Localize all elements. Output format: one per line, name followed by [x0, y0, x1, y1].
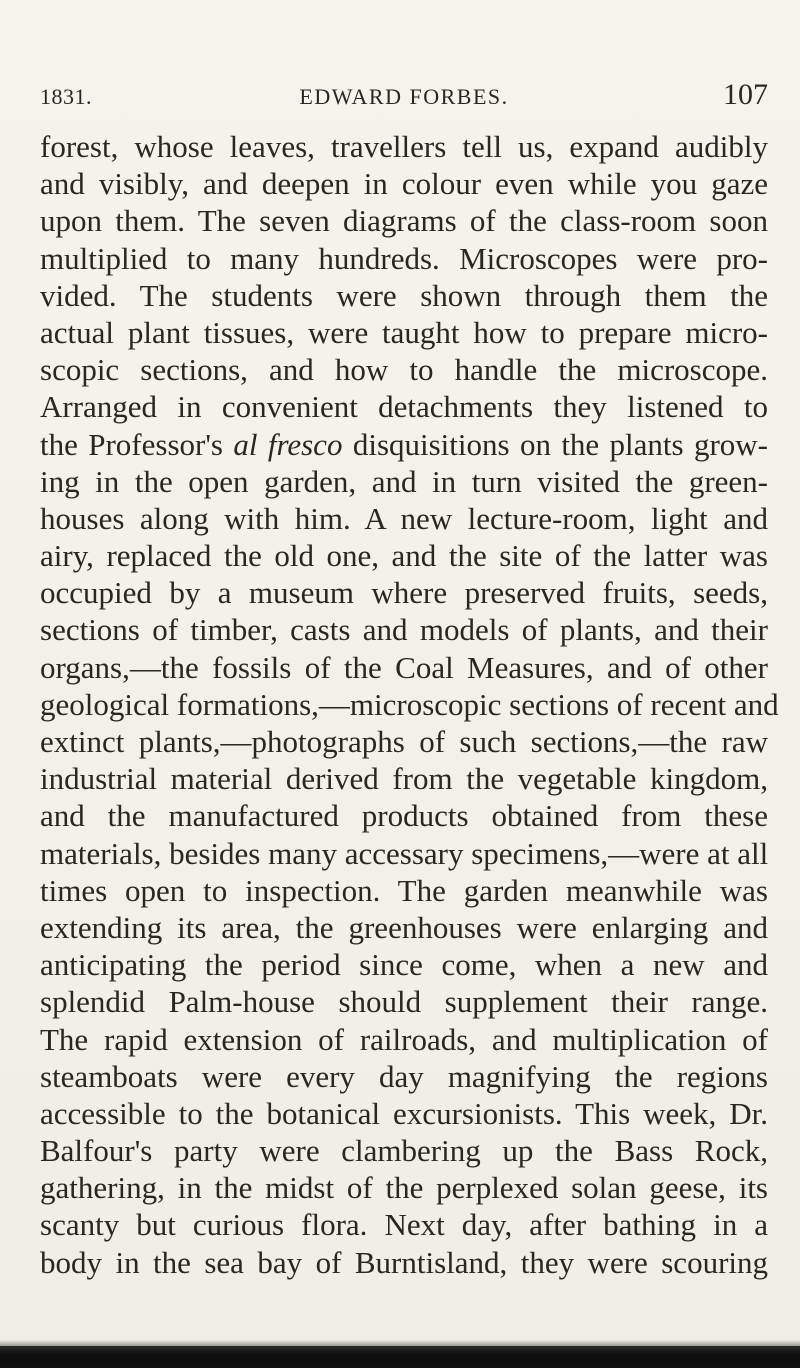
header-title: EDWARD FORBES.	[299, 84, 509, 109]
text-line: geological formations,—microscopic sections of recent and	[40, 686, 779, 722]
text-line: and the manufactured products obtained from these	[40, 798, 768, 834]
text-line: industrial material derived from the vegetable kingdom,	[40, 761, 768, 797]
text-line: and visibly, and deepen in colour even while you gaze	[40, 166, 768, 202]
text-line: occupied by a museum where preserved fruits, seeds,	[40, 575, 768, 611]
text-line: materials, besides many accessary specimens,—were at all	[40, 835, 769, 871]
running-head	[40, 78, 768, 118]
text-line: airy, replaced the old one, and the site of the latter was	[40, 538, 768, 574]
page-number: 107	[723, 78, 768, 111]
scan-bottom-border	[0, 1346, 800, 1368]
text-line: accessible to the botanical excursionists. This week, Dr.	[40, 1095, 768, 1131]
text-line: scopic sections, and how to handle the microscope.	[40, 352, 768, 388]
header-year: 1831.	[40, 84, 92, 109]
text-line: times open to inspection. The garden meanwhile was	[40, 872, 768, 908]
text-line: steamboats were every day magnifying the regions	[40, 1058, 768, 1094]
text-line: houses along with him. A new lecture-room, light and	[40, 500, 768, 536]
italic-phrase: al fresco	[233, 426, 343, 462]
text-line: Balfour's party were clambering up the Bass Rock,	[40, 1133, 768, 1169]
text-line: actual plant tissues, were taught how to prepare micro-	[40, 314, 768, 350]
text-line: anticipating the period since come, when a new and	[40, 947, 768, 983]
text-line: Arranged in convenient detachments they listened to	[40, 389, 768, 425]
text-line: forest, whose leaves, travellers tell us, expand audibly	[40, 129, 768, 164]
text-line: The rapid extension of railroads, and multiplication of	[40, 1021, 768, 1057]
text-fragment: disquisitions on the plants grow-	[352, 426, 768, 462]
text-line: sections of timber, casts and models of plants, and their	[40, 612, 768, 648]
text-line: upon them. The seven diagrams of the class-room soon	[40, 203, 768, 239]
text-line: ing in the open garden, and in turn visited the green-	[40, 463, 768, 499]
text-line: body in the sea bay of Burntisland, they were scouring	[40, 1244, 768, 1280]
text-fragment: the Professor's	[40, 426, 223, 462]
text-line: extending its area, the greenhouses were enlarging and	[40, 909, 768, 945]
text-line: gathering, in the midst of the perplexed solan geese, its	[40, 1170, 768, 1206]
text-line: extinct plants,—photographs of such sections,—the raw	[40, 724, 768, 759]
text-line: organs,—the fossils of the Coal Measures, and of other	[40, 649, 768, 685]
text-line: scanty but curious flora. Next day, after bathing in a	[40, 1207, 768, 1243]
text-line: vided. The students were shown through them the	[40, 277, 768, 313]
body-paragraph	[40, 128, 779, 1281]
text-line	[40, 426, 768, 463]
text-line: multiplied to many hundreds. Microscopes were pro-	[40, 240, 768, 276]
text-line: splendid Palm-house should supplement their range.	[40, 984, 768, 1020]
